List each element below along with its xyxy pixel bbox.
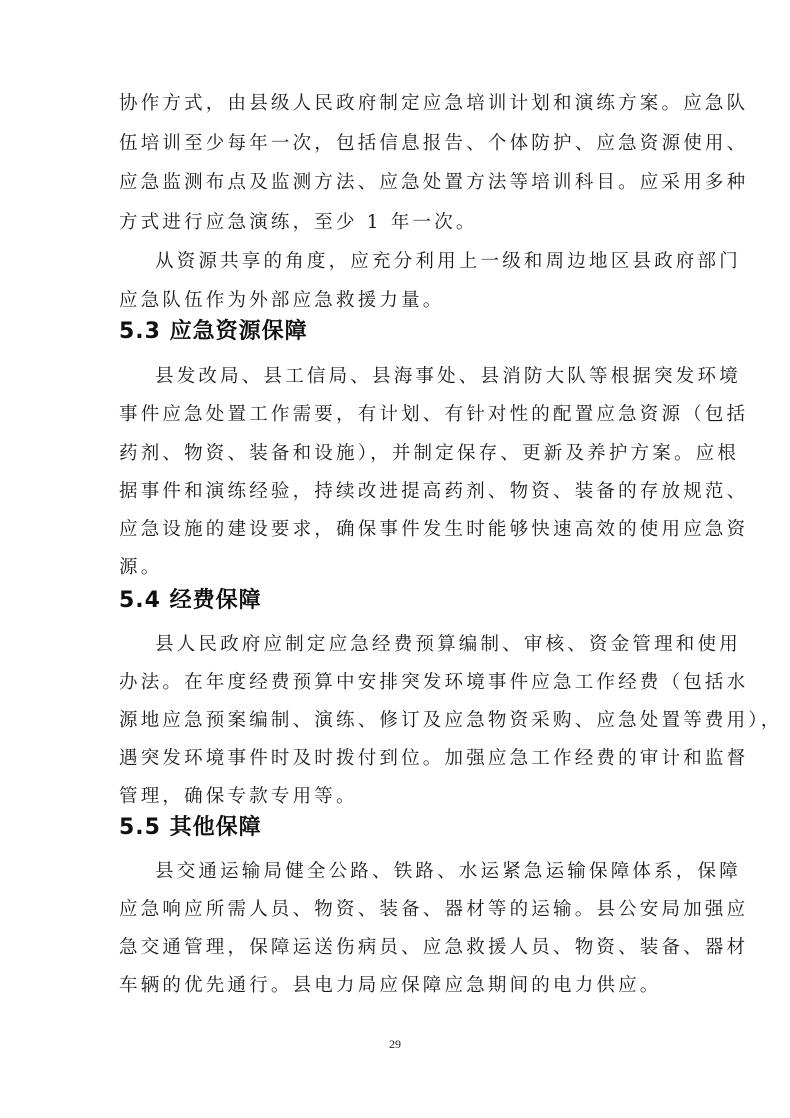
body-text-line: 应急响应所需人员、物资、装备、器材等的运输。县公安局加强应 xyxy=(119,899,749,920)
body-text-line: 据事件和演练经验，持续改进提高药剂、物资、装备的存放规范、 xyxy=(119,481,749,502)
body-text-line: 应急设施的建设要求，确保事件发生时能够快速高效的使用应急资 xyxy=(119,519,749,540)
body-text-line: 伍培训至少每年一次，包括信息报告、个体防护、应急资源使用、 xyxy=(119,133,749,154)
body-text-line: 县交通运输局健全公路、铁路、水运紧急运输保障体系，保障 xyxy=(155,861,741,882)
body-text-line: 应急队伍作为外部应急救援力量。 xyxy=(119,290,445,311)
body-text-line: 县发改局、县工信局、县海事处、县消防大队等根据突发环境 xyxy=(155,366,741,387)
body-text-line: 源地应急预案编制、演练、修订及应急物资采购、应急处置等费用）， xyxy=(119,710,783,731)
section-heading: 5.4 经费保障 xyxy=(119,588,262,613)
body-text-line: 车辆的优先通行。县电力局应保障应急期间的电力供应。 xyxy=(119,975,662,996)
body-text-line: 应急监测布点及监测方法、应急处置方法等培训科目。应采用多种 xyxy=(119,172,749,193)
body-text-line: 急交通管理，保障运送伤病员、应急救援人员、物资、装备、器材 xyxy=(119,937,749,958)
section-heading: 5.3 应急资源保障 xyxy=(119,319,308,344)
body-text-line: 药剂、物资、装备和设施），并制定保存、更新及养护方案。应根 xyxy=(119,443,740,464)
body-text-line: 县人民政府应制定应急经费预算编制、审核、资金管理和使用 xyxy=(155,634,741,655)
page-number: 29 xyxy=(389,1037,401,1051)
section-heading: 5.5 其他保障 xyxy=(119,815,262,840)
body-text-line: 办法。在年度经费预算中安排突发环境事件应急工作经费（包括水 xyxy=(119,672,749,693)
body-text-line: 协作方式，由县级人民政府制定应急培训计划和演练方案。应急队 xyxy=(119,93,749,114)
body-text-line: 方式进行应急演练，至少 1 年一次。 xyxy=(119,212,478,233)
body-text-line: 事件应急处置工作需要，有计划、有针对性的配置应急资源（包括 xyxy=(119,404,749,425)
body-text-line: 源。 xyxy=(119,557,163,578)
body-text-line: 管理，确保专款专用等。 xyxy=(119,786,358,807)
body-text-line: 从资源共享的角度，应充分利用上一级和周边地区县政府部门 xyxy=(155,251,741,272)
body-text-line: 遇突发环境事件时及时拨付到位。加强应急工作经费的审计和监督 xyxy=(119,748,749,769)
